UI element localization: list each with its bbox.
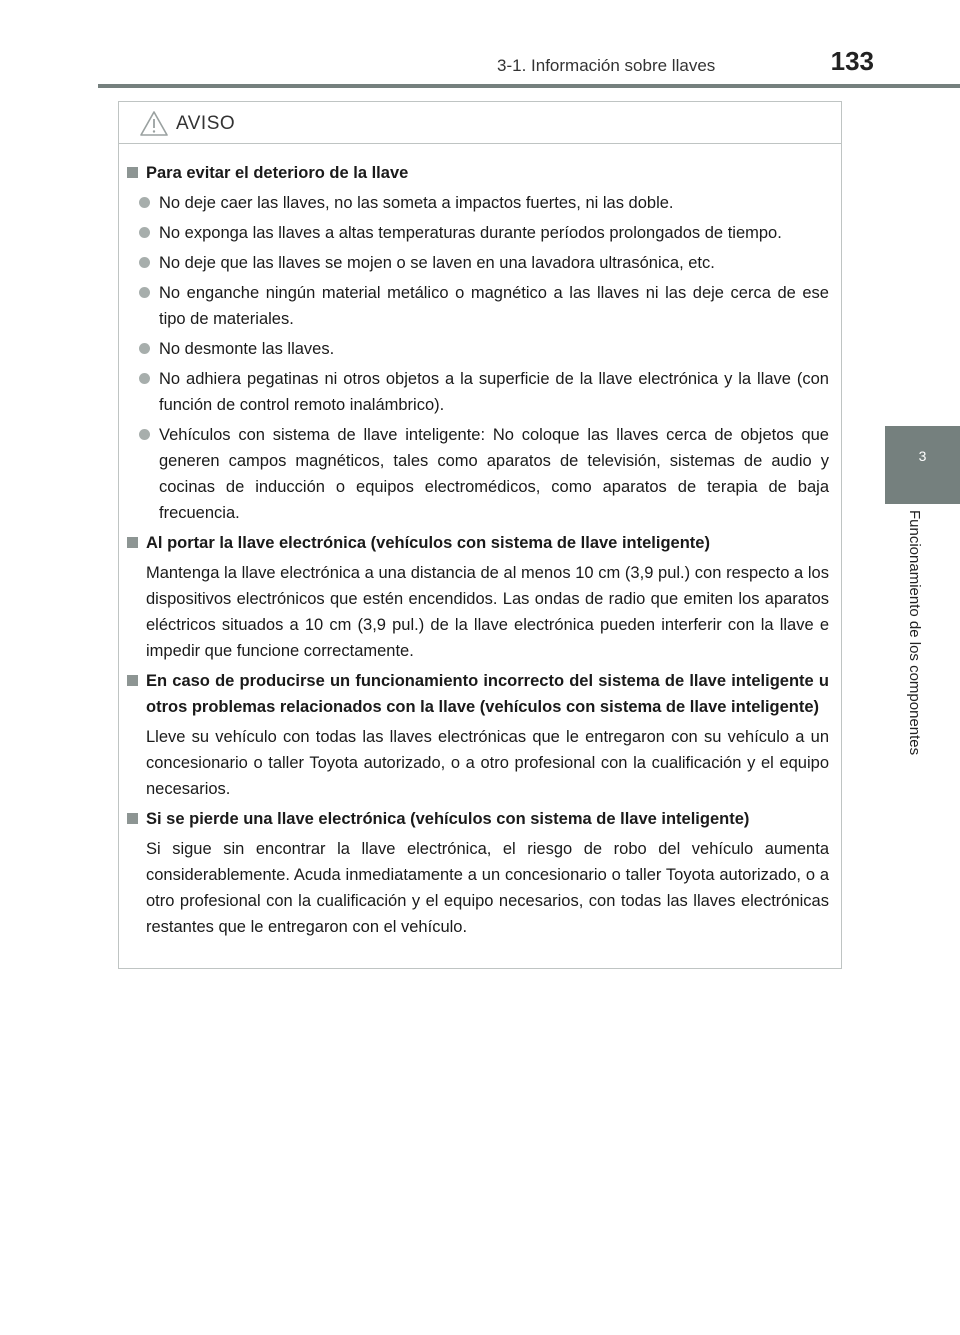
section-heading-text: Al portar la llave electrónica (vehículos con sistema de llave inteligente) bbox=[146, 534, 710, 552]
section-funcionamiento-incorrecto bbox=[127, 668, 829, 802]
chapter-number: 3 bbox=[918, 448, 927, 464]
page-number: 133 bbox=[830, 46, 874, 76]
circle-bullet-icon bbox=[139, 227, 150, 238]
list-item-text: No deje caer las llaves, no las someta a impactos fuertes, ni las doble. bbox=[159, 194, 674, 212]
circle-bullet-icon bbox=[139, 429, 150, 440]
list-item bbox=[127, 190, 829, 216]
list-item bbox=[127, 366, 829, 418]
warning-triangle-icon bbox=[139, 110, 169, 137]
section-portar-llave bbox=[127, 530, 829, 664]
warning-title: AVISO bbox=[176, 113, 236, 134]
circle-bullet-icon bbox=[139, 343, 150, 354]
section-heading-text: En caso de producirse un funcionamiento incorrecto del sistema de llave inteligente u otros problemas relacionados con la llave (vehículos con sistema de llave inteligente) bbox=[146, 672, 829, 716]
list-item bbox=[127, 220, 829, 246]
chapter-tab bbox=[885, 426, 960, 504]
list-item bbox=[127, 336, 829, 362]
list-item-text: No deje que las llaves se mojen o se laven en una lavadora ultrasónica, etc. bbox=[159, 254, 715, 272]
section-heading bbox=[127, 530, 829, 556]
section-llave-perdida bbox=[127, 806, 829, 940]
circle-bullet-icon bbox=[139, 373, 150, 384]
list-item bbox=[127, 250, 829, 276]
square-bullet-icon bbox=[127, 813, 138, 824]
list-item-text: No exponga las llaves a altas temperaturas durante períodos prolongados de tiempo. bbox=[159, 224, 782, 242]
header-rule bbox=[98, 84, 960, 88]
list-item-text: No desmonte las llaves. bbox=[159, 340, 335, 358]
square-bullet-icon bbox=[127, 675, 138, 686]
square-bullet-icon bbox=[127, 537, 138, 548]
circle-bullet-icon bbox=[139, 197, 150, 208]
square-bullet-icon bbox=[127, 167, 138, 178]
warning-header bbox=[119, 102, 841, 144]
section-deterioro bbox=[127, 160, 829, 526]
section-heading bbox=[127, 160, 829, 186]
section-heading-text: Para evitar el deterioro de la llave bbox=[146, 164, 409, 182]
list-item bbox=[127, 422, 829, 526]
header-section-title: 3-1. Información sobre llaves bbox=[497, 56, 716, 75]
section-heading bbox=[127, 806, 829, 832]
section-heading-text: Si se pierde una llave electrónica (vehículos con sistema de llave inteligente) bbox=[146, 810, 750, 828]
section-paragraph: Mantenga la llave electrónica a una distancia de al menos 10 cm (3,9 pul.) con respecto a los dispositivos electrónicos que estén encendidos. Las ondas de radio que emiten los aparatos eléctricos situados a 10 cm (3,9 pul.) de la llave electrónica pueden interferir con la llave e impedir que funcione correctamente. bbox=[146, 564, 829, 660]
section-heading bbox=[127, 668, 829, 720]
section-paragraph: Si sigue sin encontrar la llave electrónica, el riesgo de robo del vehículo aumenta considerablemente. Acuda inmediatamente a un concesionario o taller Toyota autorizado, o a otro profesional con la cualificación y el equipo necesarios, con todas las llaves electrónicas restantes que le entregaron con el vehículo. bbox=[146, 840, 829, 936]
section-paragraph: Lleve su vehículo con todas las llaves electrónicas que le entregaron con su vehículo a un concesionario o taller Toyota autorizado, o a otro profesional con la cualificación y el equipo necesarios. bbox=[146, 728, 829, 798]
list-item-text: No adhiera pegatinas ni otros objetos a la superficie de la llave electrónica y la llave (con función de control remoto inalámbrico). bbox=[159, 370, 829, 414]
warning-body bbox=[119, 144, 841, 940]
circle-bullet-icon bbox=[139, 257, 150, 268]
list-item-text: No enganche ningún material metálico o magnético a las llaves ni las deje cerca de ese tipo de materiales. bbox=[159, 284, 829, 328]
list-item-text: Vehículos con sistema de llave inteligente: No coloque las llaves cerca de objetos que generen campos magnéticos, tales como aparatos de televisión, sistemas de audio y cocinas de inducción o equipos electromédicos, como aparatos de terapia de baja frecuencia. bbox=[159, 426, 829, 522]
chapter-label: Funcionamiento de los componentes bbox=[906, 510, 923, 756]
warning-box bbox=[118, 101, 842, 969]
list-item bbox=[127, 280, 829, 332]
circle-bullet-icon bbox=[139, 287, 150, 298]
